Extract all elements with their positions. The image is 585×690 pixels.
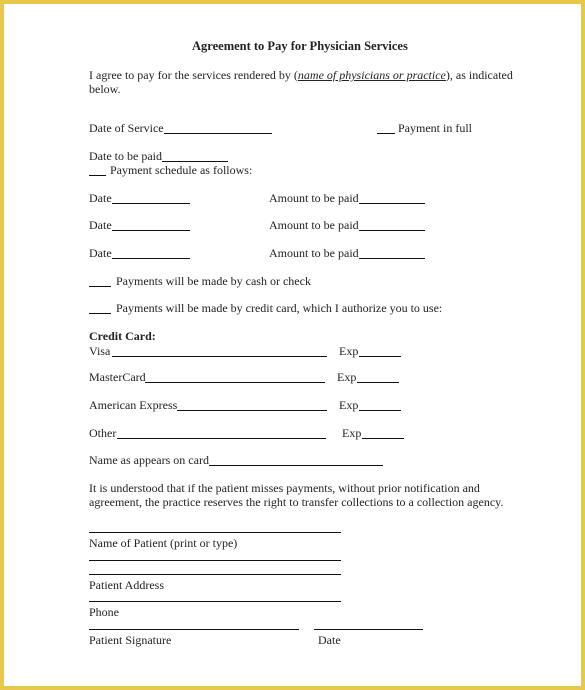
card-visa-exp-label: Exp xyxy=(339,344,359,358)
card-mastercard-number-line[interactable] xyxy=(145,382,325,383)
card-amex-exp-line[interactable] xyxy=(359,410,401,411)
date-to-be-paid-line[interactable] xyxy=(162,161,228,162)
payment-in-full-label: Payment in full xyxy=(398,121,472,135)
understanding-line-2: agreement, the practice reserves the right to transfer collections to a collection agency. xyxy=(89,495,504,509)
intro-pre: I agree to pay for the services rendered by ( xyxy=(89,68,298,82)
patient-name-line[interactable] xyxy=(89,532,341,533)
card-mastercard-label: MasterCard xyxy=(89,370,146,384)
card-amex-exp-label: Exp xyxy=(339,398,359,412)
schedule-row-date-line[interactable] xyxy=(112,230,190,231)
card-visa-label: Visa xyxy=(89,344,111,358)
schedule-row-amount-line[interactable] xyxy=(359,203,425,204)
cash-check-checkbox-line[interactable] xyxy=(89,286,111,287)
schedule-row-amount-label: Amount to be paid xyxy=(269,218,359,232)
date-signature-line[interactable] xyxy=(314,629,423,630)
card-other-label: Other xyxy=(89,426,117,440)
schedule-row-amount-line[interactable] xyxy=(359,230,425,231)
date-of-service-label: Date of Service xyxy=(89,121,164,135)
card-visa-number-line[interactable] xyxy=(112,356,327,357)
intro-italic: name of physicians or practice xyxy=(297,68,446,82)
schedule-row-date-line[interactable] xyxy=(112,258,190,259)
schedule-row-date-label: Date xyxy=(89,218,112,232)
payment-in-full-checkbox-line[interactable] xyxy=(377,133,395,134)
schedule-row-date-label: Date xyxy=(89,246,112,260)
patient-address-line-1[interactable] xyxy=(89,560,341,561)
patient-signature-label: Patient Signature xyxy=(89,633,172,647)
schedule-row-amount-label: Amount to be paid xyxy=(269,191,359,205)
patient-name-label: Name of Patient (print or type) xyxy=(89,536,238,550)
schedule-row-amount-label: Amount to be paid xyxy=(269,246,359,260)
card-other-exp-line[interactable] xyxy=(362,438,404,439)
schedule-row-date-line[interactable] xyxy=(112,203,190,204)
credit-card-checkbox-line[interactable] xyxy=(89,313,111,314)
schedule-row-amount-line[interactable] xyxy=(359,258,425,259)
payment-schedule-checkbox-line[interactable] xyxy=(89,175,106,176)
credit-card-auth-label: Payments will be made by credit card, which I authorize you to use: xyxy=(116,301,443,315)
date-to-be-paid-label: Date to be paid xyxy=(89,149,162,163)
understanding-line-1: It is understood that if the patient misses payments, without prior notification and xyxy=(89,481,480,495)
date-of-service-line[interactable] xyxy=(164,133,272,134)
card-other-exp-label: Exp xyxy=(342,426,362,440)
card-other-number-line[interactable] xyxy=(117,438,326,439)
schedule-row-date-label: Date xyxy=(89,191,112,205)
cash-check-label: Payments will be made by cash or check xyxy=(116,274,311,288)
date-signature-label: Date xyxy=(318,633,341,647)
card-visa-exp-line[interactable] xyxy=(359,356,401,357)
patient-address-label: Patient Address xyxy=(89,578,164,592)
card-amex-label: American Express xyxy=(89,398,178,412)
name-on-card-label: Name as appears on card xyxy=(89,453,209,467)
card-mastercard-exp-line[interactable] xyxy=(357,382,399,383)
payment-schedule-label: Payment schedule as follows: xyxy=(110,163,253,177)
phone-line[interactable] xyxy=(89,601,341,602)
intro-line-2: below. xyxy=(89,82,121,96)
document-page xyxy=(4,4,581,686)
document-title: Agreement to Pay for Physician Services xyxy=(192,39,408,53)
intro-post: ), as indicated xyxy=(445,68,513,82)
card-amex-number-line[interactable] xyxy=(177,410,327,411)
phone-label: Phone xyxy=(89,605,119,619)
credit-card-heading: Credit Card: xyxy=(89,329,156,343)
patient-address-line-2[interactable] xyxy=(89,574,341,575)
name-on-card-line[interactable] xyxy=(209,465,383,466)
intro-line-1 xyxy=(89,68,513,82)
patient-signature-line[interactable] xyxy=(89,629,299,630)
card-mastercard-exp-label: Exp xyxy=(337,370,357,384)
